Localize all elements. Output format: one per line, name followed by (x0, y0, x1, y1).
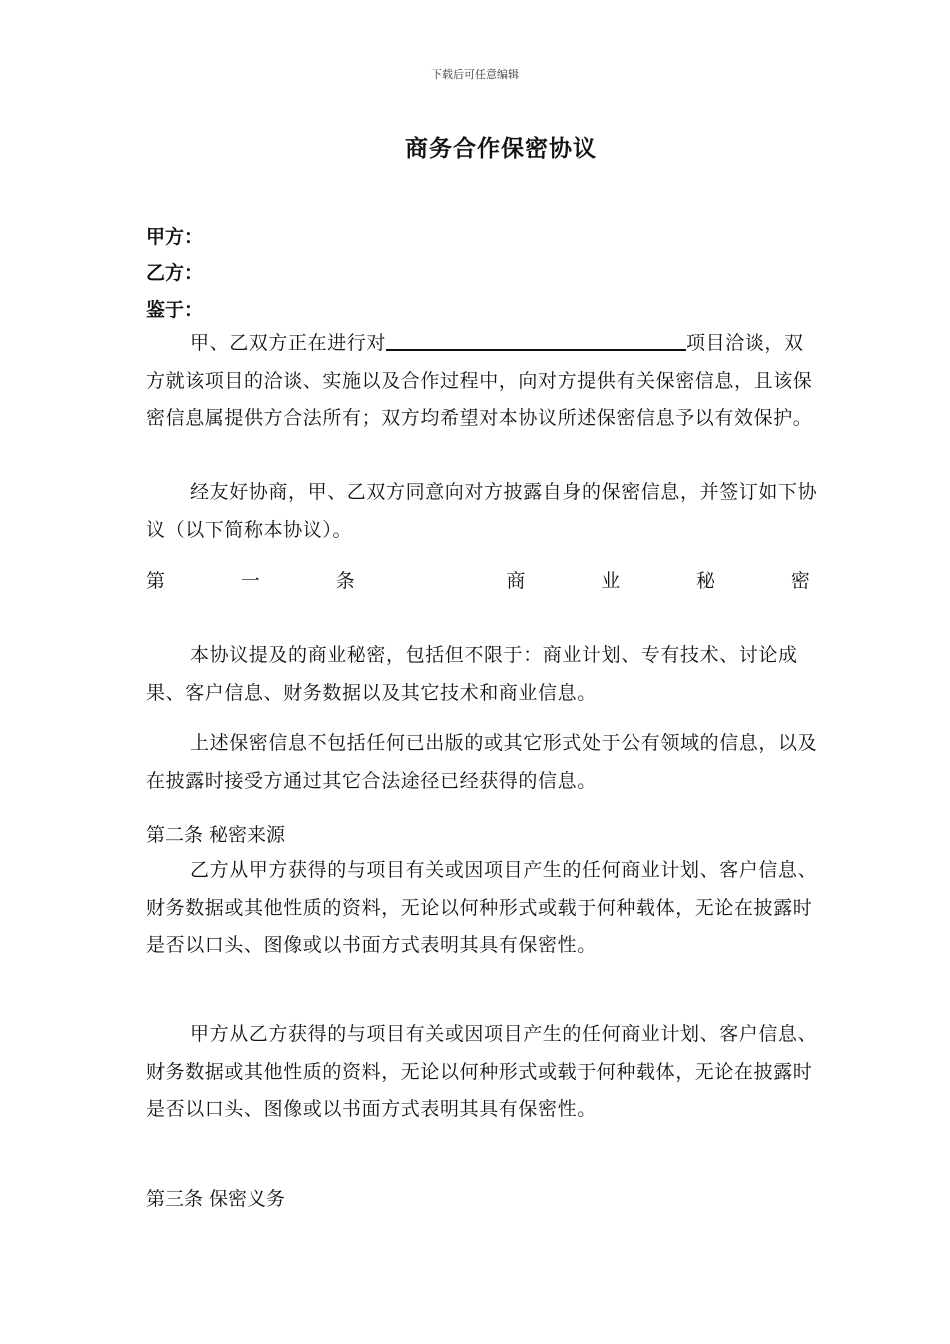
party-b-label: 乙方： (146, 262, 204, 284)
article2-paragraph-1: 乙方从甲方获得的与项目有关或因项目产生的任何商业计划、客户信息、财务数据或其他性质的资料，无论以何种形式或载于何种载体，无论在披露时是否以口头、图像或以书面方式表明其具有保密性。 (146, 859, 818, 956)
article1-heading (146, 566, 810, 593)
header-note: 下载后可任意编辑 (431, 68, 519, 81)
whereas-label: 鉴于： (146, 299, 204, 321)
document-title: 商务合作保密协议 (405, 135, 597, 162)
article1-paragraph-2: 上述保密信息不包括任何已出版的或其它形式处于公有领域的信息，以及在披露时接受方通过其它合法途径已经获得的信息。 (146, 732, 818, 792)
article2-heading: 第二条 秘密来源 (146, 824, 286, 846)
article1-char: 第 (146, 570, 166, 592)
article1-char: 商 (506, 570, 526, 592)
article1-char: 密 (790, 570, 810, 592)
article1-char: 业 (601, 570, 621, 592)
article2-paragraph-2: 甲方从乙方获得的与项目有关或因项目产生的任何商业计划、客户信息、财务数据或其他性质的资料，无论以何种形式或载于何种载体，无论在披露时是否以口头、图像或以书面方式表明其具有保密性。 (146, 1023, 818, 1120)
article1-char: 条 (335, 570, 355, 592)
article1-paragraph-1: 本协议提及的商业秘密，包括但不限于：商业计划、专有技术、讨论成果、客户信息、财务数据以及其它技术和商业信息。 (146, 644, 798, 704)
intro2-paragraph: 经友好协商，甲、乙双方同意向对方披露自身的保密信息，并签订如下协议（以下简称本协议）。 (146, 481, 818, 541)
intro-paragraph (146, 325, 818, 438)
party-a-label: 甲方： (146, 226, 204, 248)
intro-text-after: 项目洽谈，双方就该项目的洽谈、实施以及合作过程中，向对方提供有关保密信息，且该保密信息属提供方合法所有；双方均希望对本协议所述保密信息予以有效保护。 (146, 332, 813, 429)
intro-text-before: 甲、乙双方正在进行对 (190, 332, 387, 354)
article1-char: 秘 (696, 570, 716, 592)
project-name-blank (386, 327, 686, 351)
article3-heading: 第三条 保密义务 (146, 1188, 286, 1210)
article1-char: 一 (240, 570, 260, 592)
